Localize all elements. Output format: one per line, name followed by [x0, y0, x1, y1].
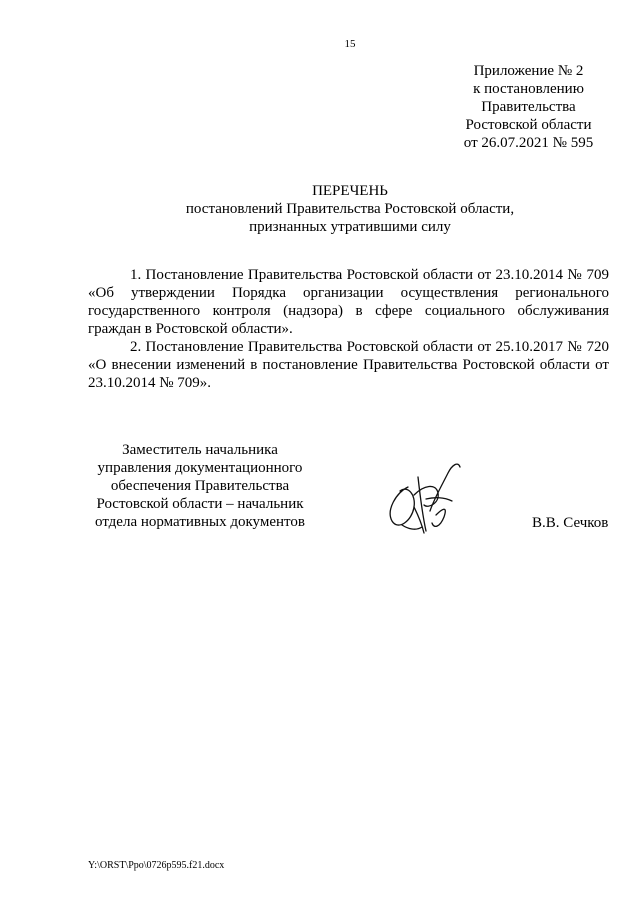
signatory-position-line: управления документационного	[97, 460, 303, 476]
title-subtitle-line: признанных утратившими силу	[249, 219, 451, 235]
appendix-line: Ростовской области	[465, 117, 592, 133]
signatory-position	[88, 441, 312, 531]
appendix-block	[441, 62, 616, 152]
footer-file-path: Y:\ORST\Ppo\0726p595.f21.docx	[88, 860, 225, 871]
list-item: 1. Постановление Правительства Ростовской области от 23.10.2014 № 709 «Об утверждении Порядка организации осуществления регионального государственного контроля (надзора) в сфере социального обслуживания граждан в Ростовской области».	[88, 267, 609, 337]
appendix-line: Приложение № 2	[473, 63, 584, 79]
title-subtitle-line: постановлений Правительства Ростовской области,	[185, 201, 515, 217]
signatory-position-line: Заместитель начальника	[122, 442, 278, 458]
handwritten-signature	[378, 455, 468, 543]
signatory-position-line: Ростовской области – начальник	[96, 496, 304, 512]
signer-name: В.В. Сечков	[532, 515, 609, 531]
appendix-line: от 26.07.2021 № 595	[463, 135, 594, 151]
signatory-position-line: обеспечения Правительства	[110, 478, 290, 494]
document-title	[0, 182, 640, 236]
list-body	[88, 266, 609, 392]
page-number: 15	[344, 38, 356, 50]
signatory-position-line: отдела нормативных документов	[95, 514, 305, 530]
appendix-line: к постановлению	[473, 81, 584, 97]
list-item: 2. Постановление Правительства Ростовской области от 25.10.2017 № 720 «О внесении изменений в постановление Правительства Ростовской области от 23.10.2014 № 709».	[88, 339, 609, 391]
appendix-line: Правительства	[481, 99, 576, 115]
title-heading: ПЕРЕЧЕНЬ	[312, 183, 388, 199]
